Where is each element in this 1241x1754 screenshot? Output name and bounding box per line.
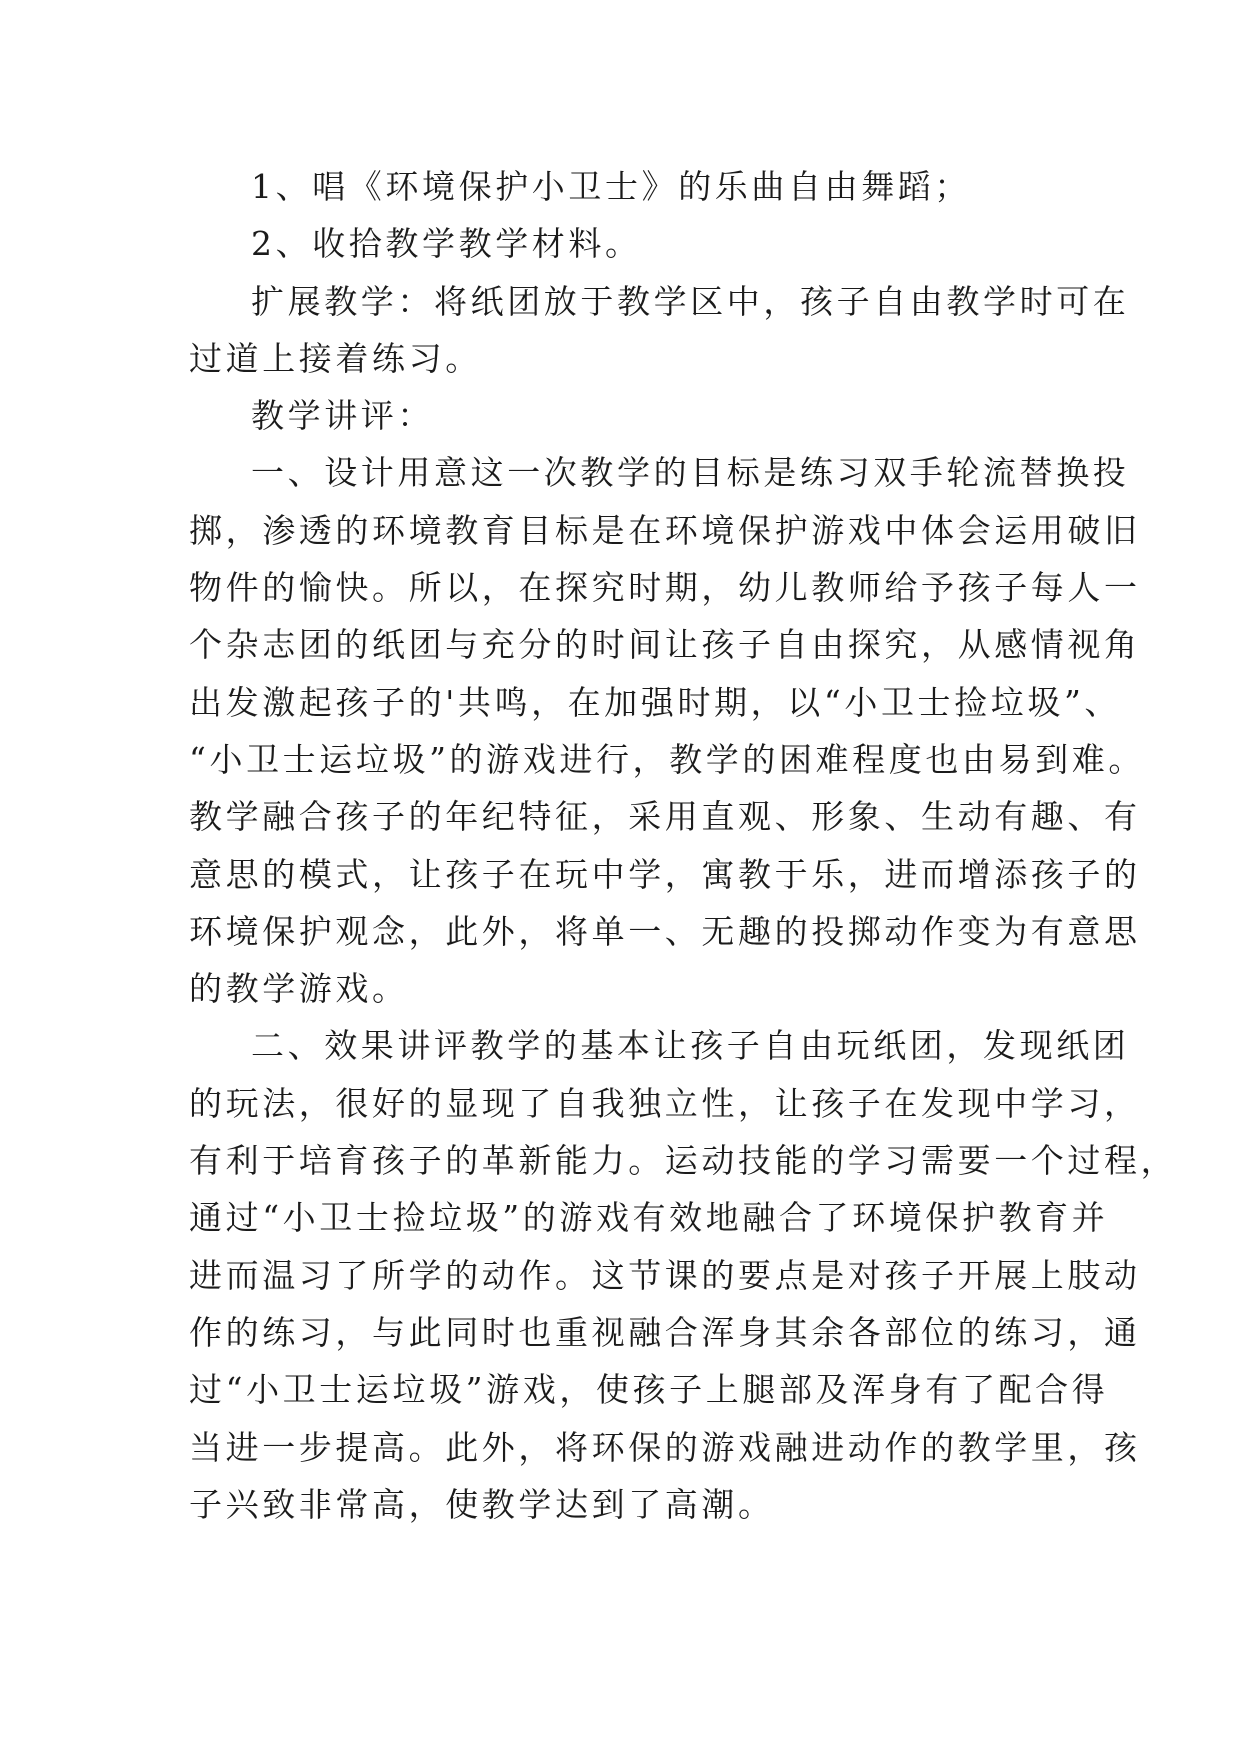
text-line: 的教学游戏。 [189, 969, 409, 1009]
text-line: 的玩法，很好的显现了自我独立性，让孩子在发现中学习， [189, 1083, 1141, 1123]
document-body [189, 158, 1178, 1533]
text-line: 环境保护观念，此外，将单一、无趣的投掷动作变为有意思 [189, 911, 1141, 951]
text-line: 有利于培育孩子的革新能力。运动技能的学习需要一个过程， [189, 1141, 1178, 1181]
text-line: 作的练习，与此同时也重视融合浑身其余各部位的练习，通 [189, 1312, 1141, 1352]
paragraph-evaluation-design [189, 444, 1145, 1017]
text-line: 掷，渗透的环境教育目标是在环境保护游戏中体会运用破旧 [189, 510, 1141, 550]
text-line: 过“小卫士运垃圾”游戏，使孩子上腿部及浑身有了配合得 [189, 1370, 1109, 1410]
text-line: 一、设计用意这一次教学的目标是练习双手轮流替换投 [251, 453, 1130, 493]
text-line: 2、收拾教学教学材料。 [251, 224, 642, 264]
text-line: 物件的愉快。所以，在探究时期，幼儿教师给予孩子每人一 [189, 568, 1141, 608]
text-line: 过道上接着练习。 [189, 338, 482, 378]
text-line: 个杂志团的纸团与充分的时间让孩子自由探究，从感情视角 [189, 625, 1141, 665]
text-line: 出发激起孩子的'共鸣，在加强时期，以“小卫士捡垃圾”、 [189, 682, 1122, 722]
text-line: 通过“小卫士捡垃圾”的游戏有效地融合了环境保护教育并 [189, 1198, 1109, 1238]
text-line: “小卫士运垃圾”的游戏进行，教学的困难程度也由易到难。 [189, 739, 1145, 779]
text-line: 意思的模式，让孩子在玩中学，寓教于乐，进而增添孩子的 [189, 854, 1141, 894]
text-line: 扩展教学：将纸团放于教学区中，孩子自由教学时可在 [251, 281, 1130, 321]
text-line: 当进一步提高。此外，将环保的游戏融进动作的教学里，孩 [189, 1427, 1141, 1467]
text-line: 1、唱《环境保护小卫士》的乐曲自由舞蹈； [251, 167, 971, 206]
text-line: 教学融合孩子的年纪特征，采用直观、形象、生动有趣、有 [189, 797, 1141, 837]
paragraph-closing-step-2 [189, 215, 1059, 272]
text-line: 子兴致非常高，使教学达到了高潮。 [189, 1484, 775, 1524]
paragraph-evaluation-effect [189, 1017, 1178, 1533]
text-line: 进而温习了所学的动作。这节课的要点是对孩子开展上肢动 [189, 1255, 1141, 1295]
text-line: 二、效果讲评教学的基本让孩子自由玩纸团，发现纸团 [251, 1026, 1130, 1066]
paragraph-extension [189, 273, 1130, 388]
section-heading: 教学讲评： [251, 396, 434, 436]
paragraph-evaluation-heading [189, 387, 1059, 444]
paragraph-closing-step-1 [189, 158, 1059, 215]
